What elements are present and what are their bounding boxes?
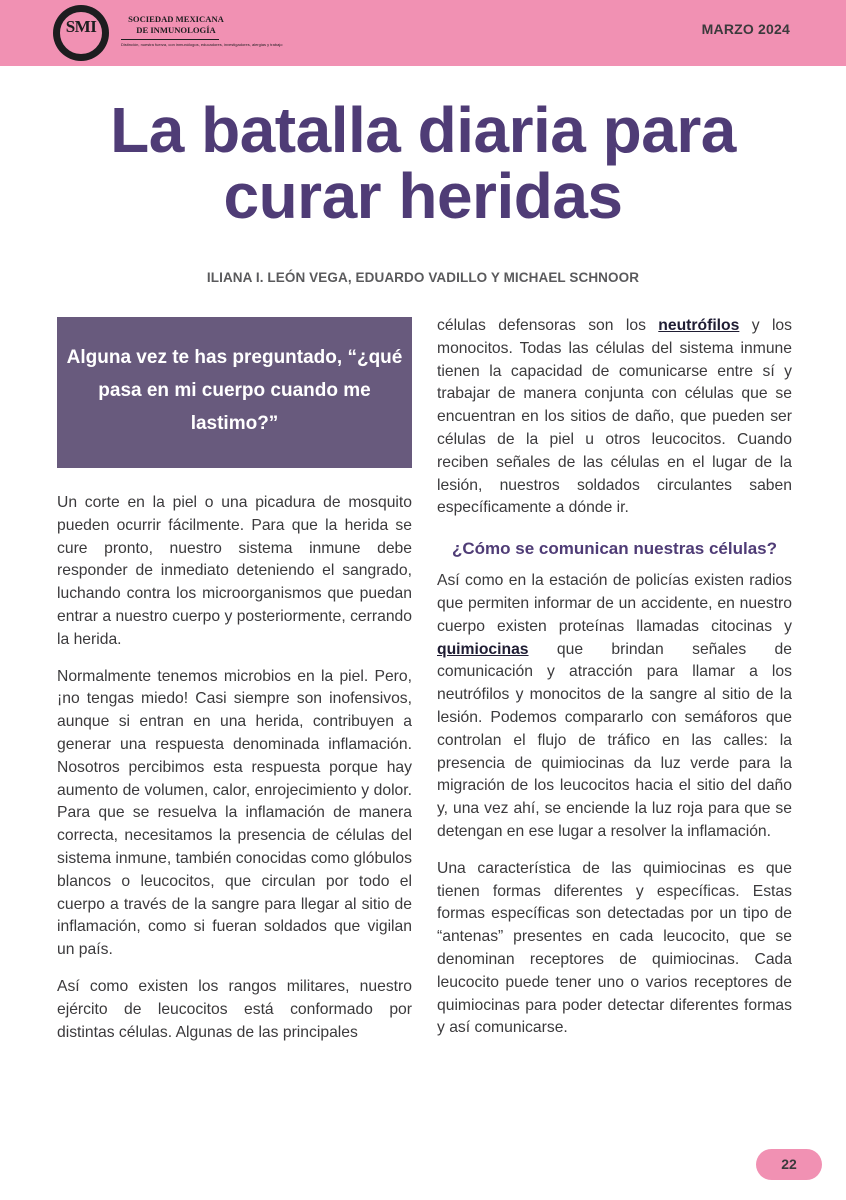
org-name-line1: SOCIEDAD MEXICANA (128, 14, 224, 24)
body-paragraph (437, 570, 792, 844)
org-logo-text (121, 14, 283, 47)
right-column (437, 315, 792, 1054)
page-number-badge: 22 (756, 1149, 822, 1180)
pull-quote-box (57, 317, 412, 468)
paragraph-text: que brindan señales de comunicación y atracción para llamar a los neutrófilos y monocitos de la sangre al sitio de la lesión. Podemos compararlo con semáforos que controlan el flujo de tráfico en las calles: la presencia de quimiocinas da luz verde para la migración de los leucocitos hacia el sitio del daño y, una vez ahí, se enciende la luz roja para que se detengan en ese lugar a resolver la inflamación. (437, 640, 792, 840)
logo-letters: SMI (65, 17, 97, 36)
paragraph-text: y los monocitos. Todas las células del sistema inmune tienen la capacidad de comunicarse entre sí y trabajar de manera conjunta con células que se encuentran en los sitios de daño, que pueden ser células de la piel u otros leucocitos. Cuando reciben señales de las células en el lugar de la lesión, nuestros soldados circulantes saben específicamente a dónde ir. (437, 317, 792, 517)
glossary-term-quimiocinas[interactable]: quimiocinas (437, 640, 529, 658)
org-tagline: Distinción, nuestra fuerza, con inmunólogos, educadores, investigadores, alergias y trabajo (121, 42, 283, 47)
body-paragraph: Una característica de las quimiocinas es que tienen formas diferentes y específicas. Estas formas específicas son detectadas por un tipo de “antenas” presentes en cada leucocito, que se denominan receptores de quimiocinas. Cada leucocito puede tener uno o varios receptores de quimiocinas para poder detectar diferentes formas y así comunicarse. (437, 859, 792, 1037)
issue-date: MARZO 2024 (701, 21, 790, 37)
body-paragraph (437, 315, 792, 520)
body-paragraph: Un corte en la piel o una picadura de mosquito pueden ocurrir fácilmente. Para que la herida se cure pronto, nuestro sistema inmune debe responder de inmediato deteniendo el sangrado, luchando contra los microorganismos que puedan entrar a nuestro cuerpo y posteriormente, cerrando la herida. (57, 494, 412, 648)
body-paragraph: Normalmente tenemos microbios en la piel. Pero, ¡no tengas miedo! Casi siempre son inofensivos, aunque si entran en una herida, contribuyen a generar una respuesta denominada inflamación. Nosotros percibimos esta respuesta porque hay aumento de volumen, calor, enrojecimiento y dolor. Para que se resuelva la inflamación de manera correcta, necesitamos la presencia de células del sistema inmune, también conocidas como glóbulos blancos o leucocitos, que circulan por todo el cuerpo a través de la sangre para llegar al sitio de inflamación, como si fueran soldados que vigilan un país. (57, 667, 412, 959)
org-name-line2: DE INMUNOLOGÍA (136, 25, 216, 35)
logo-divider (121, 39, 219, 40)
article-title: La batalla diaria para curar heridas (110, 94, 736, 232)
glossary-term-neutrofilos[interactable]: neutrófilos (658, 317, 740, 334)
paragraph-text: células defensoras son los (437, 317, 659, 334)
smi-logo-icon (53, 5, 109, 61)
paragraph-text: Así como en la estación de policías existen radios que permiten informar de un accidente, en nuestro cuerpo existen proteínas llamadas citocinas y (437, 572, 792, 635)
section-subheading: ¿Cómo se comunican nuestras células? (452, 539, 777, 559)
page-header (0, 0, 846, 66)
left-column (57, 492, 412, 1058)
body-paragraph: Así como existen los rangos militares, nuestro ejército de leucocitos está conformado por distintas células. Algunas de las principales (57, 977, 412, 1041)
pull-quote: Alguna vez te has preguntado, “¿qué pasa en mi cuerpo cuando me lastimo?” (66, 347, 403, 434)
article-authors: ILIANA I. LEÓN VEGA, EDUARDO VADILLO Y MICHAEL SCHNOOR (206, 270, 640, 285)
